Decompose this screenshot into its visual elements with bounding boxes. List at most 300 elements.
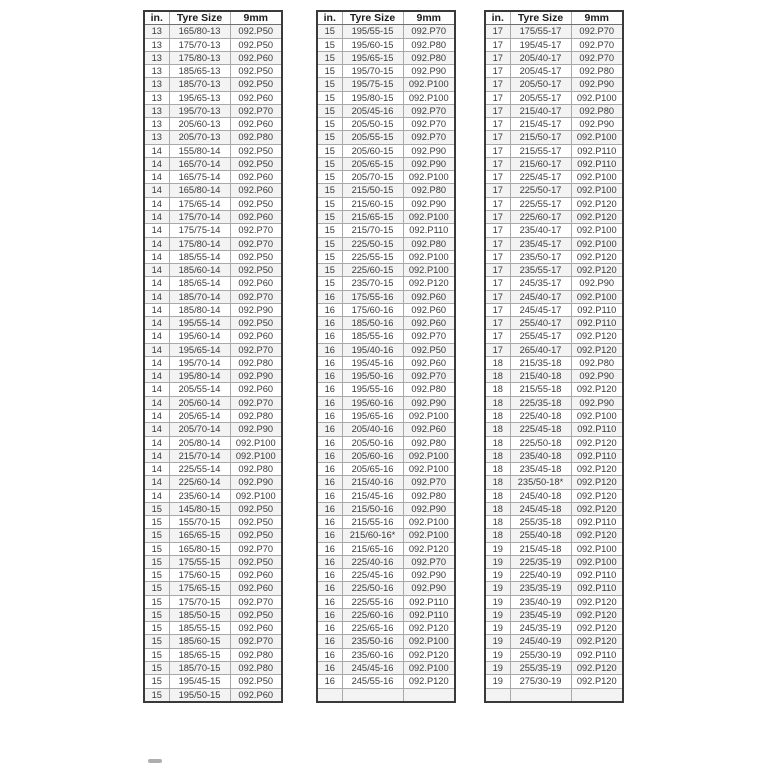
cell-tyre-size: 195/70-15 [342,65,403,78]
cell-tyre-size: 215/45-17 [510,118,571,131]
cell-in: 15 [317,78,342,91]
header-9mm: 9mm [403,11,455,25]
table-row [485,516,623,529]
cell-tyre-size: 155/70-15 [169,516,230,529]
cell-9mm: 092.P90 [230,423,282,436]
cell-9mm: 092.P70 [571,38,623,51]
cell-9mm: 092.P80 [571,356,623,369]
cell-9mm: 092.P60 [230,383,282,396]
cell-9mm: 092.P50 [230,157,282,170]
cell-in: 15 [317,65,342,78]
cell-in: 18 [485,423,510,436]
cell-tyre-size: 205/40-17 [510,51,571,64]
cell-in: 13 [144,131,169,144]
cell-in: 19 [485,608,510,621]
cell-9mm: 092.P110 [403,608,455,621]
table-row [317,250,455,263]
table-row [485,688,623,702]
cell-9mm: 092.P60 [230,91,282,104]
cell-9mm: 092.P90 [403,569,455,582]
cell-9mm: 092.P70 [403,370,455,383]
table-row [144,370,282,383]
cell-tyre-size: 225/50-18 [510,436,571,449]
cell-9mm: 092.P60 [403,356,455,369]
cell-in: 16 [317,370,342,383]
cell-tyre-size: 245/45-16 [342,662,403,675]
cell-9mm: 092.P110 [403,224,455,237]
cell-9mm: 092.P80 [230,131,282,144]
table-header-row [317,11,455,25]
cell-tyre-size: 215/65-15 [342,210,403,223]
table-row [144,38,282,51]
table-row [485,463,623,476]
cell-tyre-size: 245/40-18 [510,489,571,502]
table-row [144,343,282,356]
cell-tyre-size: 225/45-17 [510,171,571,184]
cell-tyre-size: 195/45-16 [342,356,403,369]
table-row [485,290,623,303]
cell-in: 19 [485,595,510,608]
cell-tyre-size: 175/55-17 [510,25,571,38]
cell-9mm: 092.P70 [403,104,455,117]
cell-tyre-size: 215/40-16 [342,476,403,489]
cell-in: 18 [485,436,510,449]
table-row [144,383,282,396]
cell-9mm: 092.P100 [571,171,623,184]
table-row [317,569,455,582]
cell-tyre-size: 225/50-17 [510,184,571,197]
table-row [317,608,455,621]
table-row [144,688,282,702]
cell-in: 16 [317,409,342,422]
cell-9mm: 092.P120 [571,197,623,210]
table-row [317,688,455,702]
table-row [144,409,282,422]
cell-tyre-size: 215/70-15 [342,224,403,237]
cell-tyre-size: 255/30-19 [510,648,571,661]
table-row [144,51,282,64]
table-row [317,476,455,489]
table-row [144,449,282,462]
cell-in: 13 [144,25,169,38]
cell-9mm: 092.P90 [571,118,623,131]
cell-in: 18 [485,463,510,476]
cell-in: 15 [144,622,169,635]
cell-9mm: 092.P50 [230,264,282,277]
table-row [485,476,623,489]
cell-tyre-size: 175/80-13 [169,51,230,64]
cell-in: 16 [317,423,342,436]
cell-in: 15 [317,25,342,38]
cell-tyre-size: 215/40-18 [510,370,571,383]
cell-9mm: 092.P90 [403,582,455,595]
cell-in: 15 [144,675,169,688]
table-row [144,396,282,409]
cell-9mm: 092.P50 [230,555,282,568]
table-row [485,78,623,91]
table-row [144,622,282,635]
cell-tyre-size: 225/35-19 [510,555,571,568]
cell-tyre-size: 185/60-15 [169,635,230,648]
cell-in: 15 [144,529,169,542]
cell-in: 14 [144,476,169,489]
cell-9mm: 092.P70 [571,51,623,64]
cell-in: 17 [485,25,510,38]
table-row [317,542,455,555]
cell-9mm: 092.P70 [230,396,282,409]
cell-tyre-size: 245/35-19 [510,622,571,635]
cell-9mm: 092.P70 [230,290,282,303]
cell-in: 19 [485,542,510,555]
cell-9mm: 092.P100 [571,131,623,144]
cell-tyre-size: 225/60-16 [342,608,403,621]
cell-tyre-size: 205/60-15 [342,144,403,157]
cell-9mm: 092.P50 [230,516,282,529]
cell-tyre-size: 215/45-16 [342,489,403,502]
cell-tyre-size: 185/70-14 [169,290,230,303]
cell-9mm: 092.P70 [571,25,623,38]
table-row [485,662,623,675]
cell-in: 14 [144,463,169,476]
cell-9mm: 092.P50 [230,197,282,210]
cell-9mm: 092.P120 [571,622,623,635]
table-row [485,157,623,170]
cell-in: 16 [317,648,342,661]
cell-in: 17 [485,237,510,250]
cell-9mm: 092.P100 [571,237,623,250]
table-row [317,144,455,157]
table-row [317,224,455,237]
cell-tyre-size: 225/35-18 [510,396,571,409]
cell-tyre-size: 205/50-16 [342,436,403,449]
cell-in: 19 [485,582,510,595]
cell-in: 17 [485,343,510,356]
cell-9mm: 092.P120 [571,608,623,621]
cell-tyre-size: 195/75-15 [342,78,403,91]
table-row [317,330,455,343]
cell-tyre-size: 225/55-16 [342,595,403,608]
cell-in: 14 [144,330,169,343]
cell-tyre-size: 175/70-13 [169,38,230,51]
cell-tyre-size: 225/55-17 [510,197,571,210]
cell-tyre-size: 175/65-15 [169,582,230,595]
cell-9mm [403,688,455,702]
table-row [144,144,282,157]
cell-in: 14 [144,489,169,502]
cell-tyre-size: 225/45-16 [342,569,403,582]
cell-9mm: 092.P50 [230,65,282,78]
cell-tyre-size: 245/45-18 [510,502,571,515]
cell-9mm: 092.P110 [571,157,623,170]
cell-9mm: 092.P100 [571,542,623,555]
cell-in: 16 [317,555,342,568]
cell-tyre-size: 205/65-14 [169,409,230,422]
cell-in: 15 [317,264,342,277]
table-row [485,423,623,436]
cell-tyre-size: 205/45-17 [510,65,571,78]
header-in: in. [317,11,342,25]
cell-tyre-size: 265/40-17 [510,343,571,356]
cell-in: 15 [317,38,342,51]
cell-in: 14 [144,317,169,330]
cell-tyre-size: 235/40-18 [510,449,571,462]
cell-in: 15 [317,197,342,210]
cell-tyre-size: 205/65-15 [342,157,403,170]
table-row [144,648,282,661]
table-row [317,436,455,449]
table-row [144,542,282,555]
cell-in: 17 [485,104,510,117]
cell-tyre-size [510,688,571,702]
table-row [317,91,455,104]
table-row [144,675,282,688]
cell-in: 16 [317,569,342,582]
table-row [485,622,623,635]
cell-tyre-size: 235/35-19 [510,582,571,595]
cell-tyre-size: 185/55-14 [169,250,230,263]
cell-in: 17 [485,78,510,91]
table-row [485,250,623,263]
cell-9mm: 092.P50 [403,343,455,356]
cell-in: 13 [144,65,169,78]
cell-9mm: 092.P80 [403,184,455,197]
cell-in: 18 [485,529,510,542]
table-row [144,197,282,210]
table-row [485,264,623,277]
cell-in: 15 [317,184,342,197]
cell-in: 15 [144,516,169,529]
cell-9mm: 092.P100 [403,463,455,476]
cell-9mm: 092.P90 [403,502,455,515]
table-row [144,423,282,436]
table-row [144,171,282,184]
cell-9mm: 092.P120 [571,529,623,542]
tyre-size-table-15-16 [316,10,456,703]
cell-in: 14 [144,290,169,303]
table-row [485,383,623,396]
table-row [144,131,282,144]
cell-in: 18 [485,383,510,396]
cell-tyre-size: 215/35-18 [510,356,571,369]
table-row [485,237,623,250]
table-row [144,25,282,38]
cell-tyre-size: 215/70-14 [169,449,230,462]
cell-tyre-size: 195/50-15 [169,688,230,702]
table-row [317,171,455,184]
cell-9mm: 092.P120 [571,463,623,476]
cell-9mm: 092.P90 [571,78,623,91]
cell-in: 16 [317,662,342,675]
cell-tyre-size: 205/40-16 [342,423,403,436]
cell-in: 16 [317,622,342,635]
cell-9mm: 092.P70 [230,224,282,237]
table-row [317,622,455,635]
cell-9mm: 092.P90 [403,396,455,409]
cell-9mm: 092.P70 [230,343,282,356]
cell-in: 14 [144,396,169,409]
cell-in: 15 [317,51,342,64]
cell-tyre-size: 165/80-13 [169,25,230,38]
cell-9mm: 092.P90 [403,144,455,157]
cell-9mm: 092.P80 [403,436,455,449]
cell-tyre-size: 225/40-19 [510,569,571,582]
cell-tyre-size: 215/45-18 [510,542,571,555]
cell-9mm: 092.P100 [230,489,282,502]
cell-in: 17 [485,91,510,104]
table-row [317,264,455,277]
cell-in: 16 [317,635,342,648]
cell-tyre-size: 175/80-14 [169,237,230,250]
table-row [317,356,455,369]
cell-tyre-size: 225/60-17 [510,210,571,223]
cell-9mm: 092.P120 [403,542,455,555]
cell-tyre-size: 225/45-18 [510,423,571,436]
cell-tyre-size: 215/60-15 [342,197,403,210]
cell-9mm: 092.P60 [230,51,282,64]
cell-tyre-size: 205/55-17 [510,91,571,104]
cell-tyre-size: 235/60-16 [342,648,403,661]
cell-tyre-size: 165/70-14 [169,157,230,170]
cell-in: 16 [317,675,342,688]
cell-in: 18 [485,449,510,462]
cell-9mm: 092.P120 [571,489,623,502]
cell-in: 16 [317,608,342,621]
cell-9mm: 092.P100 [403,78,455,91]
cell-in: 15 [144,582,169,595]
cell-tyre-size: 175/55-15 [169,555,230,568]
table-row [317,463,455,476]
cell-9mm: 092.P100 [571,224,623,237]
cell-9mm: 092.P90 [403,65,455,78]
table-row [144,317,282,330]
cell-9mm: 092.P120 [571,250,623,263]
table-header-row [485,11,623,25]
cell-in: 14 [144,171,169,184]
table-row [485,569,623,582]
header-tyre-size: Tyre Size [510,11,571,25]
cell-in: 14 [144,409,169,422]
cell-in: 15 [317,104,342,117]
cell-9mm: 092.P60 [403,290,455,303]
header-9mm: 9mm [230,11,282,25]
cell-tyre-size: 195/40-16 [342,343,403,356]
table-row [485,675,623,688]
table-row [317,383,455,396]
cell-tyre-size: 235/40-19 [510,595,571,608]
table-row [317,65,455,78]
cell-tyre-size: 185/65-13 [169,65,230,78]
cell-in: 17 [485,277,510,290]
table-row [317,184,455,197]
cell-in: 19 [485,555,510,568]
cell-9mm: 092.P100 [403,449,455,462]
cell-9mm: 092.P120 [571,330,623,343]
cell-9mm: 092.P50 [230,317,282,330]
table-row [144,529,282,542]
table-row [144,502,282,515]
table-row [144,224,282,237]
cell-9mm: 092.P70 [230,595,282,608]
cell-tyre-size: 235/70-15 [342,277,403,290]
table-row [317,529,455,542]
table-header-row [144,11,282,25]
cell-in: 16 [317,463,342,476]
cell-9mm: 092.P110 [571,317,623,330]
table-row [485,224,623,237]
cell-9mm: 092.P60 [230,330,282,343]
cell-in: 16 [317,356,342,369]
cell-tyre-size [342,688,403,702]
table-row [485,409,623,422]
cell-9mm: 092.P110 [571,648,623,661]
cell-9mm: 092.P120 [571,595,623,608]
cell-9mm: 092.P100 [403,171,455,184]
cell-tyre-size: 175/60-16 [342,303,403,316]
cell-in: 14 [144,264,169,277]
cell-tyre-size: 185/55-16 [342,330,403,343]
cell-9mm: 092.P120 [571,264,623,277]
cell-in: 18 [485,396,510,409]
cell-tyre-size: 195/80-15 [342,91,403,104]
cell-in: 14 [144,383,169,396]
table-row [144,436,282,449]
table-row [317,449,455,462]
cell-tyre-size: 215/60-16* [342,529,403,542]
table-row [485,555,623,568]
cell-tyre-size: 185/60-14 [169,264,230,277]
cell-tyre-size: 205/80-14 [169,436,230,449]
table-row [144,662,282,675]
cell-tyre-size: 195/65-13 [169,91,230,104]
cell-in: 15 [144,502,169,515]
cell-9mm: 092.P50 [230,675,282,688]
cell-tyre-size: 205/55-14 [169,383,230,396]
cell-9mm: 092.P60 [230,171,282,184]
cell-tyre-size: 235/50-17 [510,250,571,263]
cell-tyre-size: 275/30-19 [510,675,571,688]
cell-9mm: 092.P100 [571,290,623,303]
cell-in: 17 [485,197,510,210]
cell-tyre-size: 235/45-18 [510,463,571,476]
cell-in: 13 [144,104,169,117]
cell-9mm: 092.P90 [571,277,623,290]
cell-9mm: 092.P50 [230,250,282,263]
table-row [144,264,282,277]
cell-9mm: 092.P70 [230,635,282,648]
cell-tyre-size: 195/55-16 [342,383,403,396]
cell-tyre-size: 175/70-15 [169,595,230,608]
cell-9mm: 092.P70 [403,555,455,568]
cell-tyre-size: 165/65-15 [169,529,230,542]
cell-in: 17 [485,264,510,277]
cell-9mm: 092.P80 [403,237,455,250]
cell-tyre-size: 195/65-15 [342,51,403,64]
cell-9mm: 092.P110 [571,303,623,316]
cell-9mm: 092.P80 [230,409,282,422]
cell-9mm: 092.P50 [230,25,282,38]
table-row [144,157,282,170]
table-row [317,662,455,675]
table-row [144,608,282,621]
table-row [144,476,282,489]
cell-9mm: 092.P100 [403,91,455,104]
cell-9mm: 092.P50 [230,608,282,621]
table-row [317,489,455,502]
header-tyre-size: Tyre Size [342,11,403,25]
cell-tyre-size: 235/40-17 [510,224,571,237]
cell-in: 13 [144,78,169,91]
cell-tyre-size: 185/70-13 [169,78,230,91]
